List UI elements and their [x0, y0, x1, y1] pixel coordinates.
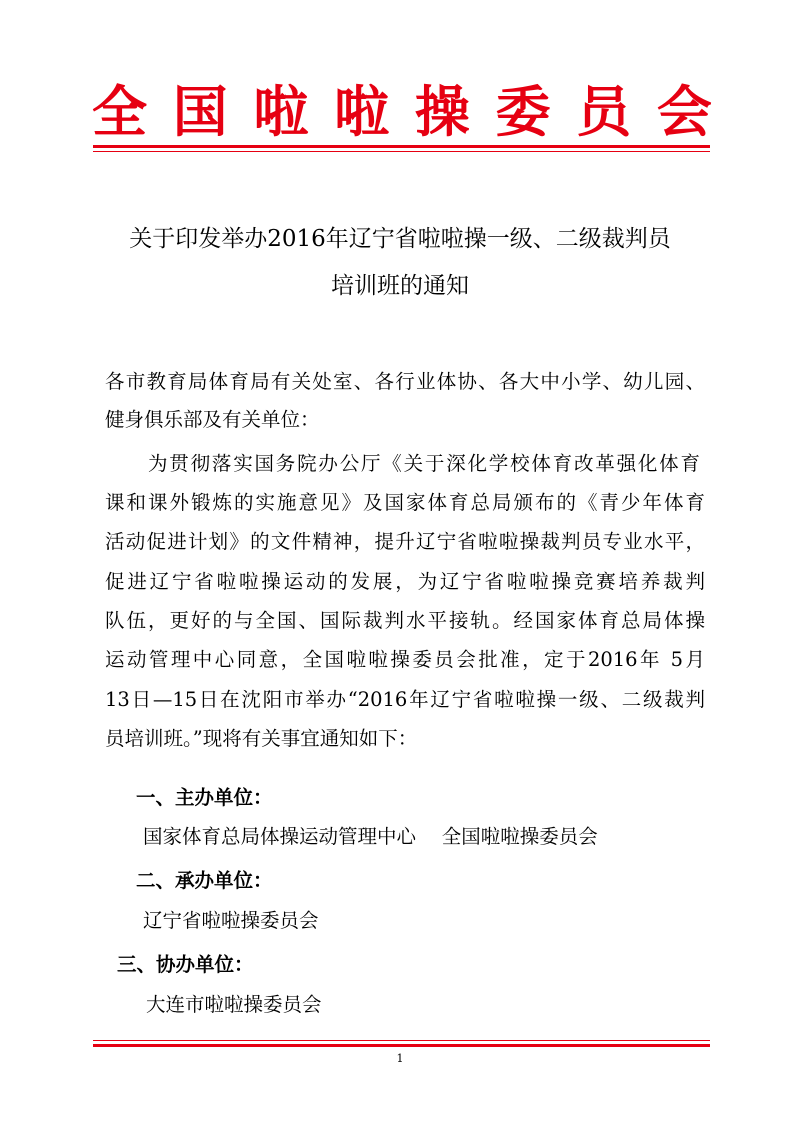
section-content-co-organizer: 大连市啦啦操委员会	[146, 993, 322, 1016]
document-title-line-2: 培训班的通知	[331, 273, 469, 299]
footer-divider-thin	[93, 1040, 710, 1041]
header-title-char: 全	[92, 79, 148, 144]
header-title-char: 啦	[334, 79, 390, 144]
document-title-line-1: 关于印发举办2016年辽宁省啦啦操一级、二级裁判员	[129, 226, 671, 252]
body-line: 运动管理中心同意，全国啦啦操委员会批准，定于2016年 5月	[105, 648, 705, 671]
header-title-char: 国	[172, 79, 228, 144]
section-heading-organizer: 一、主办单位：	[136, 786, 273, 809]
header-title	[92, 80, 712, 144]
header-title-char: 员	[576, 79, 632, 144]
body-line: 活动促进计划》的文件精神，提升辽宁省啦啦操裁判员专业水平，	[105, 530, 705, 553]
section-content-host: 辽宁省啦啦操委员会	[143, 909, 319, 932]
header-title-char: 会	[656, 79, 712, 144]
body-line: 促进辽宁省啦啦操运动的发展，为辽宁省啦啦操竞赛培养裁判	[105, 570, 705, 593]
body-line: 13日—15日在沈阳市举办“2016年辽宁省啦啦操一级、二级裁判	[105, 688, 705, 711]
body-line: 队伍，更好的与全国、国际裁判水平接轨。经国家体育总局体操	[105, 609, 705, 632]
page-number: 1	[396, 1052, 404, 1065]
body-line: 课和课外锻炼的实施意见》及国家体育总局颁布的《青少年体育	[105, 491, 705, 514]
salutation-line-1: 各市教育局体育局有关处室、各行业体协、各大中小学、幼儿园、	[105, 370, 705, 393]
footer-divider-thick	[93, 1044, 710, 1047]
section-content-organizer: 国家体育总局体操运动管理中心 全国啦啦操委员会	[143, 825, 598, 848]
section-heading-host: 二、承办单位：	[136, 869, 273, 892]
body-line: 员培训班。”现将有关事宜通知如下：	[105, 727, 418, 750]
header-divider-thin	[93, 151, 710, 152]
section-heading-co-organizer: 三、协办单位：	[117, 953, 254, 976]
header-title-char: 操	[414, 79, 470, 144]
header-title-char: 委	[495, 79, 551, 144]
salutation-line-2: 健身俱乐部及有关单位：	[105, 408, 320, 431]
body-line: 为贯彻落实国务院办公厅《关于深化学校体育改革强化体育	[148, 452, 700, 475]
header-title-char: 啦	[253, 79, 309, 144]
header-divider-thick	[93, 145, 710, 148]
